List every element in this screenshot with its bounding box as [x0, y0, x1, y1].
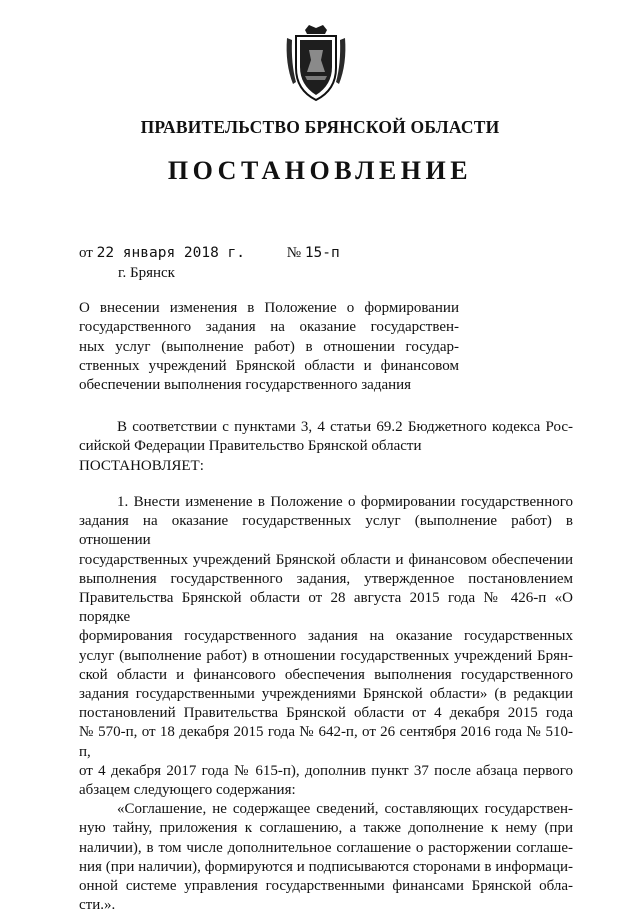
resolves-heading: ПОСТАНОВЛЯЕТ:: [79, 457, 204, 474]
body-line: 1. Внести изменение в Положение о формировании государственного: [117, 494, 573, 510]
date-value: 22 января 2018 г.: [96, 245, 246, 261]
body-line: задания государственными учреждениями Брянской области» (в редакции: [79, 686, 573, 703]
body-line: постановлений Правительства Брянской области от 4 декабря 2015 года: [79, 705, 573, 722]
quote-line: сти.».: [79, 897, 116, 914]
body-line: № 570-п, от 18 декабря 2015 года № 642-п, от 26 сентября 2016 года № 510-п,: [79, 724, 573, 760]
number-value: 15-п: [304, 245, 340, 261]
coat-of-arms-emblem: [283, 24, 349, 102]
document-type-title: ПОСТАНОВЛЕНИЕ: [167, 156, 473, 185]
body-line: ской области и финансового обеспечения выполнения государственного: [79, 666, 573, 683]
subject-line: ственных учреждений Брянской области и финансовом: [79, 357, 459, 374]
subject-line: ных услуг (выполнение работ) в отношении государ-: [79, 338, 459, 355]
number-prefix: №: [286, 245, 302, 261]
body-line: задания на оказание государственных услуг (выполнение работ) в отношении: [79, 513, 573, 549]
body-line: государственных учреждений Брянской области и финансовом обеспечении: [79, 551, 573, 568]
government-name: ПРАВИТЕЛЬСТВО БРЯНСКОЙ ОБЛАСТИ: [140, 117, 500, 137]
subject-line: обеспечении выполнения государственного задания: [79, 377, 412, 394]
body-line: Правительства Брянской области от 28 августа 2015 года № 426-п «О порядке: [79, 590, 573, 626]
body-line: от 4 декабря 2017 года № 615-п), дополнив пункт 37 после абзаца первого: [79, 762, 573, 779]
body-line: формирования государственного задания на оказание государственных: [79, 628, 573, 645]
quote-line: «Соглашение, не содержащее сведений, составляющих государствен-: [117, 801, 573, 818]
quote-line: наличии), в том числе дополнительное соглашение о расторжении соглаше-: [79, 839, 573, 856]
body-line: выполнения государственного задания, утвержденное постановлением: [79, 570, 573, 587]
subject-block: [79, 299, 459, 395]
date-number-line: [79, 245, 340, 262]
quote-line: онной системе управления государственными финансами Брянской обла-: [79, 878, 573, 895]
date-prefix: от: [79, 245, 93, 261]
intro-line: сийской Федерации Правительство Брянской области: [79, 438, 422, 455]
body-line: абзацем следующего содержания:: [79, 782, 296, 799]
intro-block: [79, 418, 573, 476]
subject-line: О внесении изменения в Положение о формировании: [79, 300, 459, 316]
city: г. Брянск: [118, 265, 175, 281]
paragraph-1: [79, 493, 573, 915]
body-line: услуг (выполнение работ) в отношении государственных учреждений Брян-: [79, 647, 573, 664]
intro-line: В соответствии с пунктами 3, 4 статьи 69.2 Бюджетного кодекса Рос-: [117, 419, 573, 435]
quote-line: ния (при наличии), формируются и подписываются сторонами в информаци-: [79, 858, 573, 875]
quote-line: ную тайну, приложения к соглашению, а также дополнение к нему (при: [79, 820, 573, 837]
subject-line: государственного задания на оказание государствен-: [79, 319, 459, 336]
